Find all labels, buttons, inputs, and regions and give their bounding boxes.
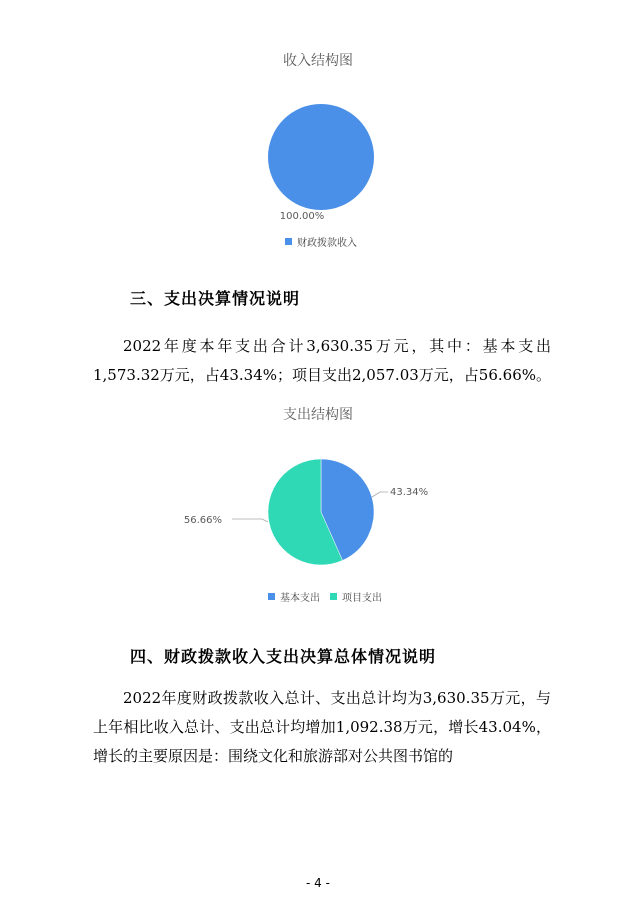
section4-text: 2022年度财政拨款收入总计、支出总计均为3,630.35万元，与上年相比收入总计、支出总计均增加1,092.38万元，增长43.04%，增长的主要原因是：围绕文化和旅游部对公共图书馆的 (93, 689, 551, 765)
legend-label: 项目支出 (342, 593, 382, 604)
project-slice-label: 56.66% (183, 515, 222, 526)
section4-paragraph (93, 684, 551, 771)
legend-swatch (330, 593, 337, 600)
legend-item-project (330, 589, 382, 604)
legend-label: 基本支出 (280, 593, 320, 604)
income-chart-title: 收入结构图 (283, 53, 353, 69)
expense-chart-title: 支出结构图 (283, 407, 353, 423)
income-legend (285, 234, 367, 249)
section3-text: 2022年度本年支出合计3,630.35万元，其中：基本支出1,573.32万元，占43.34%；项目支出2,057.03万元，占56.66%。 (93, 337, 551, 384)
section4-heading: 四、财政拨款收入支出决算总体情况说明 (130, 647, 437, 666)
income-slice-label: 100.00% (279, 211, 325, 222)
basic-slice-label: 43.34% (390, 487, 429, 498)
expense-pie-chart (0, 430, 636, 590)
legend-swatch (285, 238, 292, 245)
pie-slice (268, 104, 374, 210)
section3-paragraph (93, 332, 551, 390)
legend-item-basic (268, 589, 320, 604)
legend-label: 财政拨款收入 (297, 238, 357, 249)
page-number: - 4 - (306, 876, 330, 890)
legend-item-fiscal-income (285, 234, 357, 249)
expense-legend (268, 589, 392, 604)
leader-line-basic (372, 492, 388, 497)
section3-heading: 三、支出决算情况说明 (130, 289, 301, 308)
income-pie-chart (0, 0, 636, 260)
legend-swatch (268, 593, 275, 600)
leader-line-project (232, 519, 268, 522)
